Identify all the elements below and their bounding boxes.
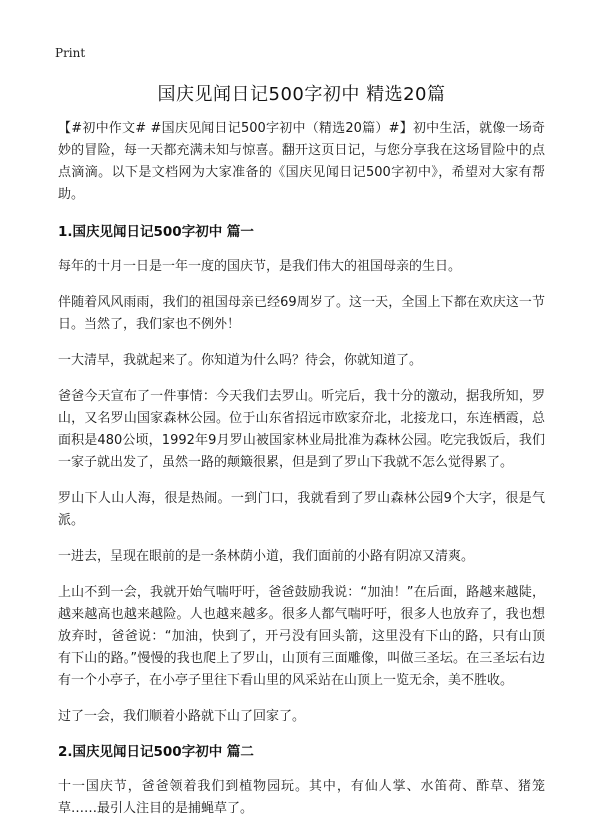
document-title: 国庆见闻日记500字初中 精选20篇: [157, 84, 446, 105]
section-1-paragraph: 每年的十月一日是一年一度的国庆节，是我们伟大的祖国母亲的生日。: [58, 259, 462, 274]
section-1-paragraph: 过了一会，我们顺着小路就下山了回家了。: [58, 709, 306, 724]
document-body: [58, 118, 545, 834]
section-1-paragraph: 上山不到一会，我就开始气喘吁吁，爸爸鼓励我说：“加油！”在后面，路越来越陡，越来越高也越来越险。人也越来越多。很多人都气喘吁吁，很多人也放弃了，我也想放弃时，爸爸说：“加油，快到了，开弓没有回头箭，这里没有下山的路，只有山顶有下山的路。”慢慢的我也爬上了罗山，山顶有三面雕像，叫做三圣坛。在三圣坛右边有一个小亭子，在小亭子里往下看山里的风采站在山顶上一览无余，美不胜收。: [58, 585, 545, 688]
section-heading-2: 2.国庆见闻日记500字初中 篇二: [58, 744, 254, 760]
print-label: Print: [55, 46, 86, 60]
section-heading-1: 1.国庆见闻日记500字初中 篇一: [58, 224, 254, 240]
section-1-paragraph: 罗山下人山人海，很是热闹。一到门口，我就看到了罗山森林公园9个大字，很是气派。: [58, 491, 545, 528]
section-1-paragraph: 伴随着风风雨雨，我们的祖国母亲已经69周岁了。这一天，全国上下都在欢庆这一节日。当然了，我们家也不例外！: [58, 295, 545, 332]
section-1-paragraph: 一大清早，我就起来了。你知道为什么吗？待会，你就知道了。: [58, 353, 423, 368]
section-1-paragraph: 爸爸今天宣布了一件事情：今天我们去罗山。听完后，我十分的激动，据我所知，罗山，又名罗山国家森林公园。位于山东省招远市欧家夼北，北接龙口，东连栖霞，总面积是480公顷，1992年9月罗山被国家林业局批准为森林公园。吃完我饭后，我们一家子就出发了，虽然一路的颠簸很累，但是到了罗山下我就不怎么觉得累了。: [58, 389, 545, 470]
intro-paragraph: 【#初中作文# #国庆见闻日记500字初中（精选20篇）#】初中生活，就像一场奇妙的冒险，每一天都充满未知与惊喜。翻开这页日记，与您分享我在这场冒险中的点点滴滴。以下是文档网为大家准备的《国庆见闻日记500字初中》，希望对大家有帮助。: [58, 121, 545, 202]
section-1-paragraph: 一进去，呈现在眼前的是一条林荫小道，我们面前的小路有阴凉又清爽。: [58, 549, 475, 564]
section-2-paragraph: 十一国庆节，爸爸领着我们到植物园玩。其中，有仙人掌、水笛荷、酢草、猪笼草……最引人注目的是捕蝇草了。: [58, 779, 545, 816]
